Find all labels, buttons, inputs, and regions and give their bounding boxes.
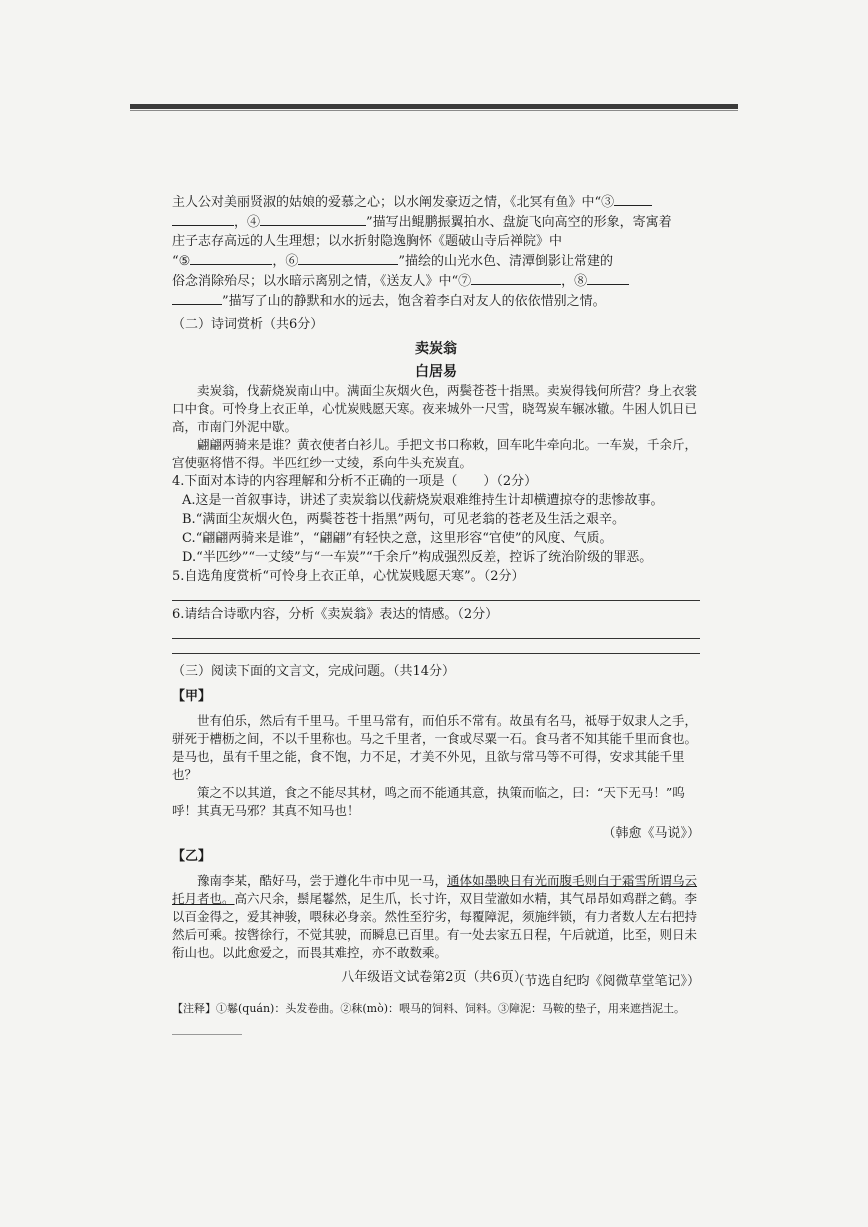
poem-stanza-2: 翩翩两骑来是谁？黄衣使者白衫儿。手把文书口称敕，回车叱牛牵向北。一车炭，千余斤，宫使驱将惜不得。半匹红纱一丈绫，系向牛头充炭直。 — [172, 437, 698, 470]
underlined-sentence: 通体如墨映日有光而腹毛则白于霜雪所谓乌云托月者也。 — [172, 873, 698, 906]
passage-label-yi: 【乙】 — [172, 849, 212, 864]
annotation-note: 【注释】①鬈(quán)：头发卷曲。②秣(mò)：喂马的饲料、饲料。③障泥：马鞍的垫子，用来遮挡泥土。 — [172, 1002, 685, 1015]
answer-blank-8[interactable] — [587, 271, 629, 285]
answer-line-6a[interactable] — [172, 624, 700, 639]
answer-blank-8b[interactable] — [172, 291, 222, 305]
passage-yi-paragraph — [172, 872, 700, 962]
answer-blank-6[interactable] — [298, 251, 398, 265]
fill-text: ，④ — [234, 215, 261, 230]
poem-author: 白居易 — [415, 364, 457, 380]
answer-line-6b[interactable] — [172, 639, 700, 654]
answer-blank-7[interactable] — [471, 271, 561, 285]
section-header-classical: （三）阅读下面的文言文，完成问题。（共14分） — [172, 664, 456, 679]
question-5: 5.自选角度赏析“可怜身上衣正单，心忧炭贱愿天寒”。（2分） — [172, 569, 525, 584]
exam-page — [172, 192, 700, 1018]
fill-text: 俗念消除殆尽；以水暗示离别之情，《送友人》中“⑦ — [172, 274, 472, 289]
fill-line-4 — [172, 251, 700, 271]
passage-jia-paragraph-2: 策之不以其道，食之不能尽其材，鸣之而不能通其意，执策而临之，曰：“天下无马！”呜呼！其真无马邪？其真不知马也！ — [172, 785, 685, 818]
answer-blank-3b[interactable] — [172, 212, 234, 226]
passage-jia-paragraph-1: 世有伯乐，然后有千里马。千里马常有，而伯乐不常有。故虽有名马，祗辱于奴隶人之手，骈死于槽枥之间，不以千里称也。马之千里者，一食或尽粟一石。食马者不知其能千里而食也。是马也，虽有千里之能，食不饱，力不足，才美不外见，且欲与常马等不可得，安求其能千里也？ — [172, 713, 698, 782]
passage-label-jia: 【甲】 — [172, 689, 212, 704]
fill-text: ”描绘的山光水色、清潭倒影让常建的 — [398, 254, 613, 269]
poem-title: 卖炭翁 — [415, 341, 457, 357]
fill-text: “⑤ — [172, 254, 191, 269]
fill-text: ”描写出鲲鹏振翼拍水、盘旋飞向高空的形象，寄寓着 — [366, 215, 672, 230]
answer-line-5[interactable] — [172, 586, 700, 601]
fill-line-3: 庄子志存高远的人生理想；以水折射隐逸胸怀《题破山寺后禅院》中 — [172, 234, 563, 249]
fill-line-2 — [172, 212, 700, 232]
fill-text: ，⑧ — [561, 274, 588, 289]
poem-stanza-1: 卖炭翁，伐薪烧炭南山中。满面尘灰烟火色，两鬓苍苍十指黑。卖炭得钱何所营？身上衣裳口中食。可怜身上衣正单，心忧炭贱愿天寒。夜来城外一尺雪，晓驾炭车辗冰辙。牛困人饥日已高，市南门外泥中歇。 — [172, 383, 698, 434]
bottom-rule — [172, 1034, 242, 1035]
fill-text: 主人公对美丽贤淑的姑娘的爱慕之心；以水阐发豪迈之情，《北冥有鱼》中“③ — [172, 195, 615, 210]
answer-blank-3[interactable] — [614, 192, 652, 206]
fill-line-6 — [172, 291, 700, 311]
passage-jia-source: （韩愈《马说》） — [602, 826, 700, 841]
passage-yi-text: 豫南李某，酷好马，尝于遵化牛市中见一马， — [197, 873, 448, 888]
fill-line-5 — [172, 271, 700, 291]
top-rule — [130, 104, 738, 109]
section-header-poetry: （二）诗词赏析（共6分） — [172, 317, 324, 332]
page-footer: 八年级语文试卷第2页（共6页） — [341, 970, 527, 985]
question-6: 6.请结合诗歌内容，分析《卖炭翁》表达的情感。（2分） — [172, 607, 499, 622]
question-4-option-a[interactable]: A.这是一首叙事诗，讲述了卖炭翁以伐薪烧炭艰难维持生计却横遭掠夺的悲惨故事。 — [182, 493, 664, 508]
fill-text: ”描写了山的静默和水的远去，饱含着李白对友人的依依惜别之情。 — [222, 294, 606, 309]
fill-line-1 — [172, 192, 700, 212]
passage-yi-text: 高六尺余，鬃尾鬈然，足生爪，长寸许，双目莹澈如水精，其气昂昂如鸡群之鹤。李以百金得之，爱其神骏，喂秣必身亲。然性至狞劣，每覆障泥，须施绊锁，有力者数人左右把持然后可乘。按辔徐行，不觉其驶，而瞬息已百里。有一处去家五日程，午后就道，比至，则日未衔山也。以此愈爱之，而畏其难控，亦不敢数乘。 — [172, 891, 698, 960]
question-4-option-c[interactable]: C.“翩翩两骑来是谁”，“翩翩”有轻快之意，这里形容“官使”的风度、气质。 — [182, 531, 613, 546]
passage-yi-source: （节选自纪昀《阅微草堂笔记》） — [511, 974, 700, 989]
answer-blank-5[interactable] — [190, 251, 272, 265]
top-rule-thin — [130, 110, 738, 111]
question-4-option-d[interactable]: D.“半匹纱”“一丈绫”与“一车炭”“千余斤”构成强烈反差，控诉了统治阶级的罪恶。 — [182, 550, 653, 565]
question-4: 4.下面对本诗的内容理解和分析不正确的一项是（ ）（2分） — [172, 474, 538, 489]
answer-blank-4[interactable] — [260, 212, 366, 226]
fill-text: ，⑥ — [272, 254, 299, 269]
question-4-option-b[interactable]: B.“满面尘灰烟火色，两鬓苍苍十指黑”两句，可见老翁的苍老及生活之艰辛。 — [182, 512, 625, 527]
